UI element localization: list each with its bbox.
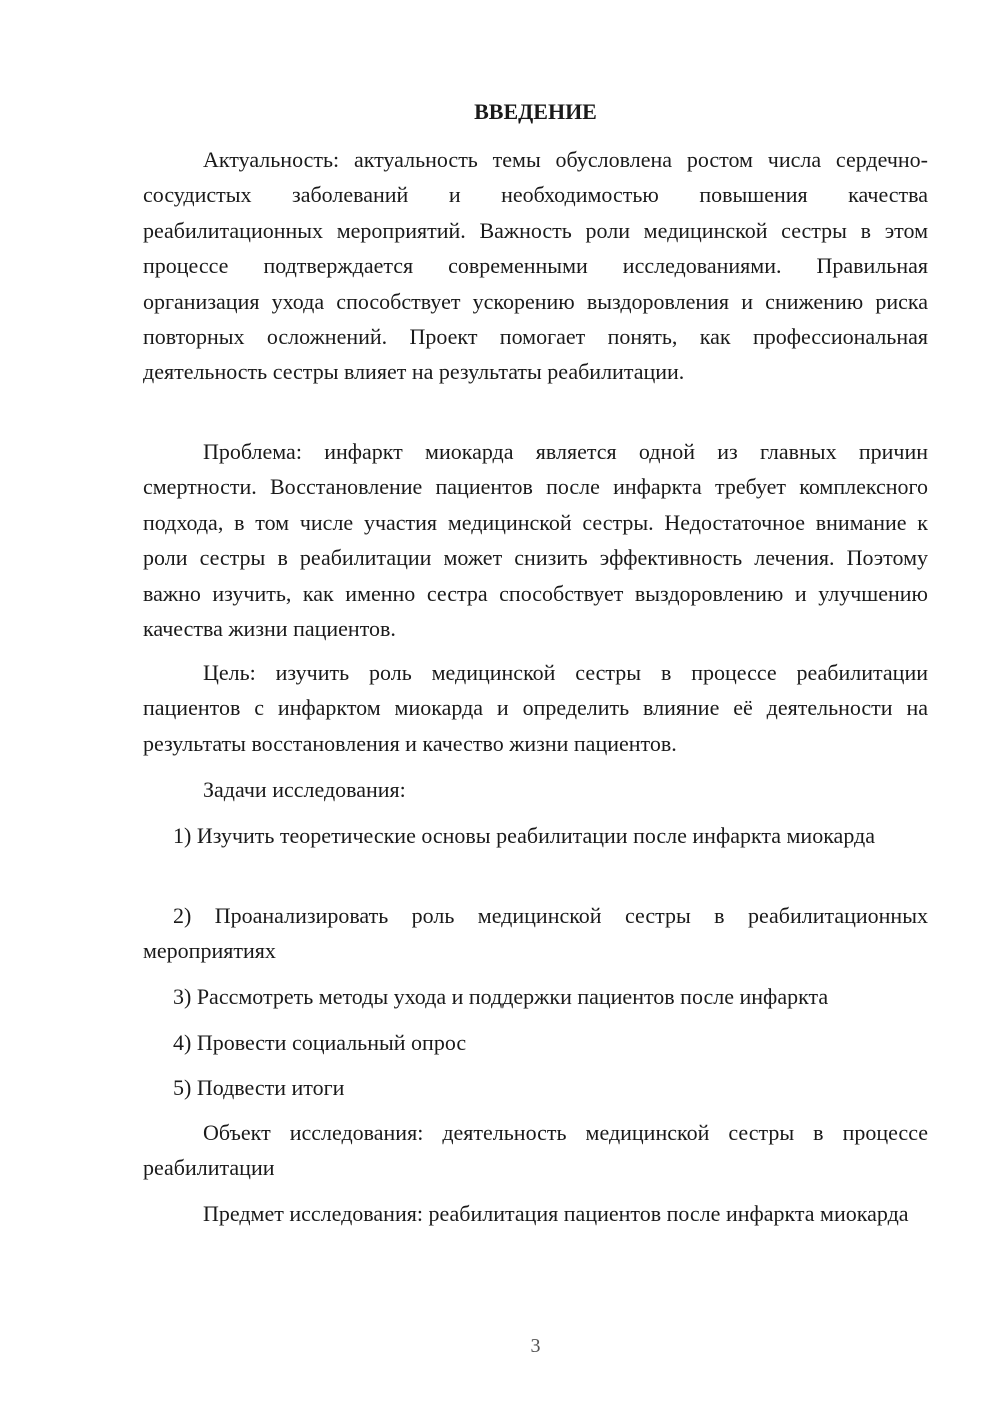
subject-paragraph: Предмет исследования: реабилитация пациентов после инфаркта миокарда (203, 1201, 909, 1226)
page-number: 3 (530, 1335, 541, 1357)
section-heading: ВВЕДЕНИЕ (474, 99, 597, 124)
object-paragraph: Объект исследования: деятельность медицинской сестры в процессе реабилитации (143, 1120, 928, 1181)
task-item: 1) Изучить теоретические основы реабилитации после инфаркта миокарда (173, 823, 875, 848)
goal-paragraph: Цель: изучить роль медицинской сестры в процессе реабилитации пациентов с инфарктом миокарда и определить влияние её деятельности на результаты восстановления и качество жизни пациентов. (143, 660, 928, 756)
task-item: 5) Подвести итоги (173, 1075, 345, 1100)
document-page (143, 0, 928, 1414)
tasks-heading: Задачи исследования: (203, 777, 406, 802)
task-item: 4) Провести социальный опрос (173, 1030, 467, 1055)
relevance-paragraph: Актуальность: актуальность темы обусловлена ростом числа сердечно-сосудистых заболеваний и необходимостью повышения качества реабилитационных мероприятий. Важность роли медицинской сестры в этом процессе подтверждается современными исследованиями. Правильная организация ухода способствует ускорению выздоровления и снижению риска повторных осложнений. Проект помогает понять, как профессиональная деятельность сестры влияет на результаты реабилитации. (143, 147, 928, 385)
problem-paragraph: Проблема: инфаркт миокарда является одной из главных причин смертности. Восстановление пациентов после инфаркта требует комплексного подхода, в том числе участия медицинской сестры. Недостаточное внимание к роли сестры в реабилитации может снизить эффективность лечения. Поэтому важно изучить, как именно сестра способствует выздоровлению и улучшению качества жизни пациентов. (143, 439, 928, 642)
task-item: 3) Рассмотреть методы ухода и поддержки пациентов после инфаркта (173, 984, 829, 1009)
task-item: 2) Проанализировать роль медицинской сестры в реабилитационных мероприятиях (143, 903, 928, 964)
